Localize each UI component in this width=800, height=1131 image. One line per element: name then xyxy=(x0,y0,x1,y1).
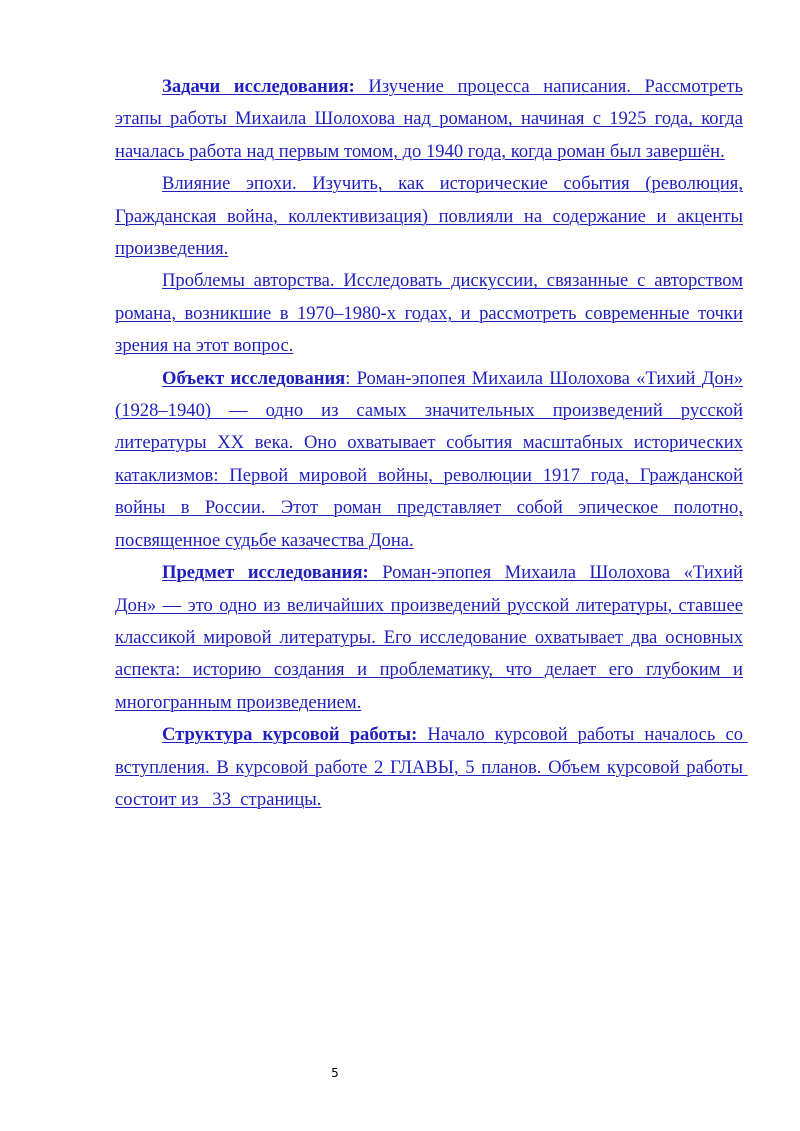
paragraph-coursework-structure xyxy=(115,719,748,816)
paragraph-heading: Задачи исследования: xyxy=(162,76,355,97)
paragraph-text: Роман-эпопея Михаила Шолохова «Тихий Дон» — это одно из величайших произведений русской литературы, ставшее классикой мировой литературы. Его исследование охватывает два основных аспекта: историю создания и проблематику, что делает его глубоким и многогранным произведением. xyxy=(115,562,743,713)
paragraph-text: Влияние эпохи. Изучить, как исторические события (революция, Гражданская война, коллективизация) повлияли на содержание и акценты произведения. xyxy=(115,173,743,260)
paragraph-text: : Роман-эпопея Михаила Шолохова «Тихий Дон» (1928–1940) — одно из самых значительных произведений русской литературы XX века. Оно охватывает события масштабных исторических катаклизмов: Первой мировой войны, революции 1917 года, Гражданской войны в России. Этот роман представляет собой эпическое полотно, посвященное судьбе казачества Дона. xyxy=(115,367,743,551)
paragraph-text: Проблемы авторства. Исследовать дискуссии, связанные с авторством романа, возникшие в 1970–1980-х годах, и рассмотреть современные точки зрения на этот вопрос. xyxy=(115,270,743,357)
paragraph-research-subject xyxy=(115,557,743,719)
page-number: 5 xyxy=(331,1066,339,1080)
paragraph-research-tasks xyxy=(115,71,743,168)
document-page xyxy=(115,71,748,816)
paragraph-authorship-problems xyxy=(115,265,743,362)
paragraph-heading: Объект исследования xyxy=(162,367,346,389)
paragraph-heading: Предмет исследования: xyxy=(162,562,369,584)
paragraph-era-influence xyxy=(115,168,743,265)
paragraph-text: Изучение процесса написания. Рассмотреть этапы работы Михаила Шолохова над романом, начиная с 1925 года, когда началась работа над первым томом, до 1940 года, когда роман был завершён. xyxy=(115,76,743,162)
paragraph-heading: Структура курсовой работы: xyxy=(162,724,418,746)
paragraph-text: Начало курсовой работы началось со вступления. В курсовой работе 2 ГЛАВЫ, 5 планов. Объем курсовой работы состоит из 33 страницы. xyxy=(115,724,748,810)
paragraph-research-object xyxy=(115,363,743,557)
